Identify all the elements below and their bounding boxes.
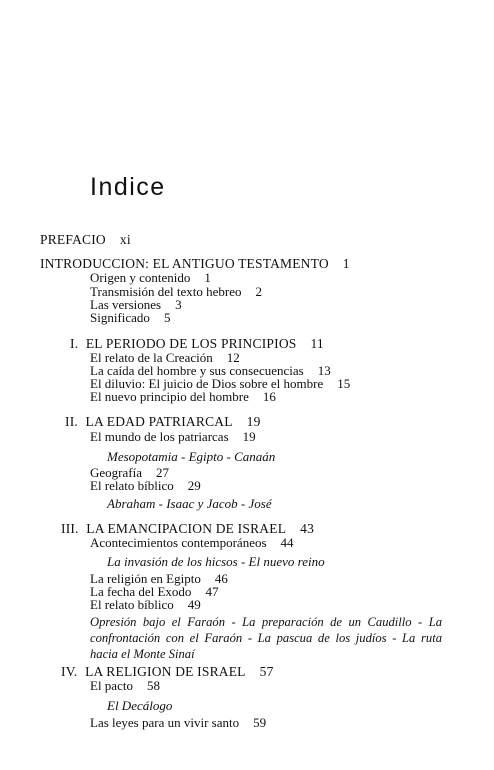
chapter-title: LA EMANCIPACION DE ISRAEL xyxy=(86,521,287,536)
toc-subentry xyxy=(90,716,266,729)
toc-entry-label: PREFACIO xyxy=(40,232,106,247)
toc-page-number: 27 xyxy=(155,465,169,480)
toc-entry-label: INTRODUCCION: EL ANTIGUO TESTAMENTO xyxy=(40,256,329,271)
toc-subentry-label: Geografía xyxy=(90,465,142,480)
toc-subentry xyxy=(90,390,276,403)
toc-subentry-label: El pacto xyxy=(90,678,133,693)
toc-subentry-label: El nuevo principio del hombre xyxy=(90,389,249,404)
toc-subentry xyxy=(90,536,294,549)
toc-page-number: 59 xyxy=(253,715,267,730)
toc-topic-note: El Decálogo xyxy=(107,698,173,713)
toc-page-number: 19 xyxy=(246,414,261,429)
toc-page-number: 1 xyxy=(204,270,211,285)
toc-page-number: 47 xyxy=(205,584,219,599)
chapter-title: LA RELIGION DE ISRAEL xyxy=(85,664,246,679)
toc-page-number: 44 xyxy=(280,535,294,550)
toc-page-number: 2 xyxy=(255,284,263,299)
toc-subentry-label: El relato de la Creación xyxy=(90,350,213,365)
toc-topic-paragraph: Opresión bajo el Faraón - La preparación de un Caudillo - La confrontación con el Faraón - La pascua de los judíos - La ruta hacia el Monte Sinaí xyxy=(90,615,442,661)
toc-page-number: 12 xyxy=(226,350,240,365)
toc-subentry xyxy=(90,311,170,324)
toc-subentry-label: Significado xyxy=(90,310,150,325)
chapter-numeral: I. xyxy=(70,336,79,351)
toc-page-number: 5 xyxy=(163,310,171,325)
toc-entry-introduccion xyxy=(40,256,350,272)
toc-subentry-label: El relato bíblico xyxy=(90,478,174,493)
toc-subentry-label: El relato bíblico xyxy=(90,597,174,612)
toc-subentry xyxy=(90,430,256,443)
toc-page-number: 46 xyxy=(214,571,228,586)
chapter-title: LA EDAD PATRIARCAL xyxy=(85,414,233,429)
toc-page-number: 15 xyxy=(337,376,351,391)
toc-subentry xyxy=(90,598,201,611)
toc-subentry-label: El mundo de los patriarcas xyxy=(90,429,229,444)
toc-topic-note: Mesopotamia - Egipto - Canaán xyxy=(107,449,276,464)
toc-page-number: 16 xyxy=(262,389,276,404)
toc-subentry-label: Transmisión del texto hebreo xyxy=(90,284,242,299)
toc-page-number: 43 xyxy=(300,521,315,536)
toc-page-number: 58 xyxy=(146,678,160,693)
toc-subentry-label: El diluvio: El juicio de Dios sobre el hombre xyxy=(90,376,324,391)
toc-page-number: xi xyxy=(119,232,131,247)
toc-page-number: 57 xyxy=(259,664,274,679)
toc-entry-prefacio xyxy=(40,232,131,248)
toc-page-number: 1 xyxy=(342,256,350,271)
toc-chapter-2 xyxy=(65,414,261,430)
chapter-title: EL PERIODO DE LOS PRINCIPIOS xyxy=(85,336,297,351)
chapter-numeral: II. xyxy=(65,414,78,429)
chapter-numeral: III. xyxy=(61,521,79,536)
page-title: Indice xyxy=(90,173,166,201)
toc-subentry-label: Las leyes para un vivir santo xyxy=(90,715,240,730)
toc-subentry xyxy=(90,679,160,692)
toc-page-number: 49 xyxy=(187,597,201,612)
toc-page-number: 13 xyxy=(317,363,331,378)
chapter-numeral: IV. xyxy=(61,664,78,679)
toc-subentry-label: Origen y contenido xyxy=(90,270,191,285)
toc-page-number: 29 xyxy=(187,478,201,493)
toc-subentry-label: Las versiones xyxy=(90,297,162,312)
toc-topic-note: Abraham - Isaac y Jacob - José xyxy=(107,496,272,511)
toc-page-number: 3 xyxy=(175,297,182,312)
toc-topic-note: La invasión de los hicsos - El nuevo reino xyxy=(107,554,325,569)
toc-subentry xyxy=(90,479,201,492)
toc-subentry-label: La caída del hombre y sus consecuencias xyxy=(90,363,304,378)
toc-page-number: 19 xyxy=(242,429,256,444)
toc-subentry-label: La religión en Egipto xyxy=(90,571,201,586)
toc-page-number: 11 xyxy=(310,336,324,351)
toc-subentry-label: Acontecimientos contemporáneos xyxy=(90,535,267,550)
toc-subentry-label: La fecha del Exodo xyxy=(90,584,192,599)
toc-subentry xyxy=(90,271,211,284)
